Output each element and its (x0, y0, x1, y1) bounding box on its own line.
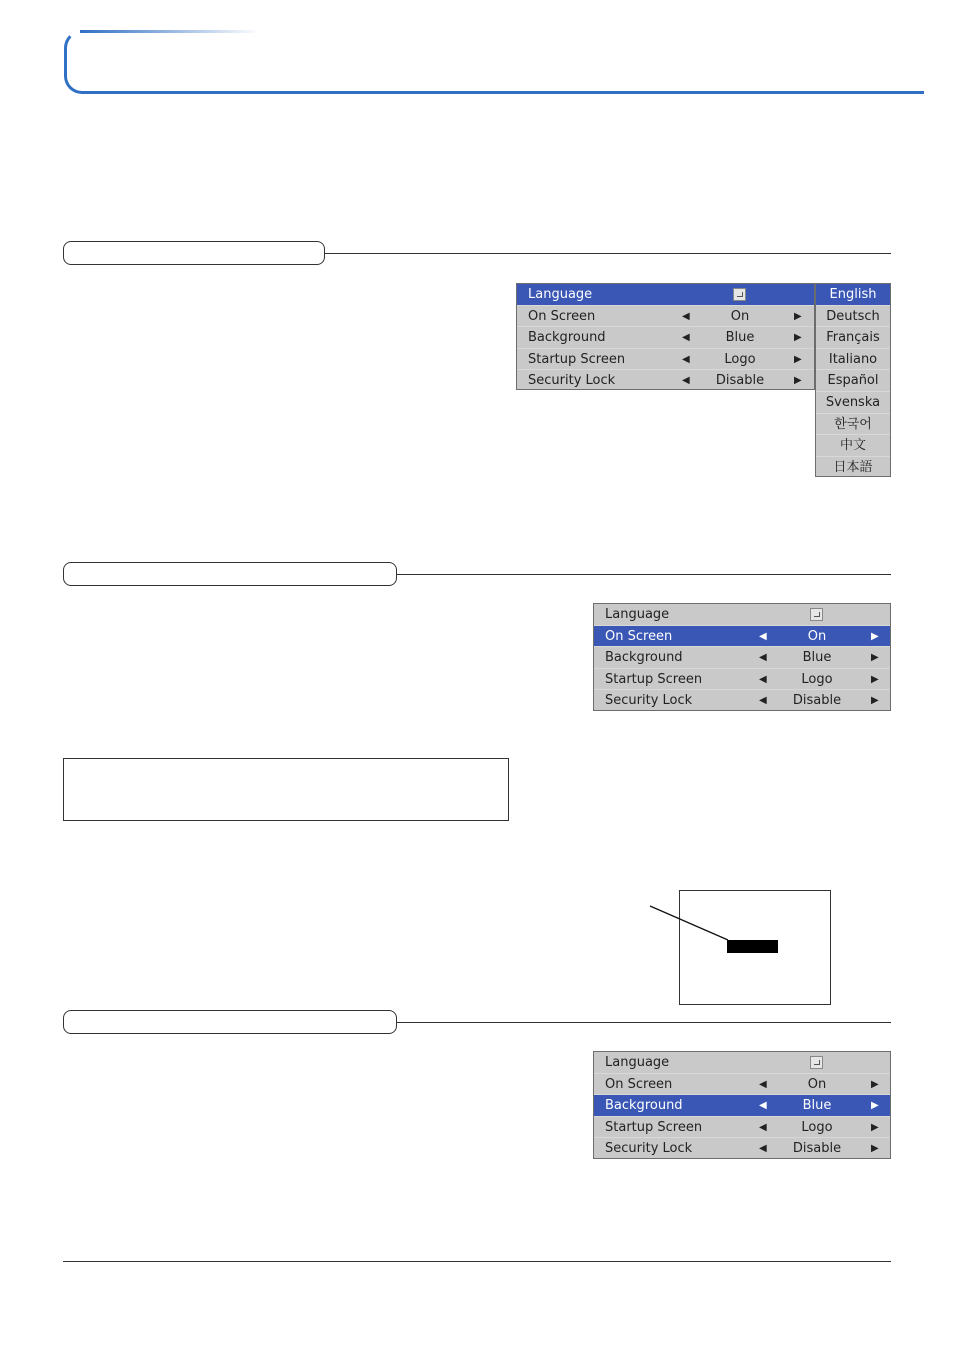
arrow-left-icon[interactable]: ◀ (759, 1143, 767, 1155)
arrow-right-icon[interactable]: ▶ (794, 353, 802, 365)
menu-label: Security Lock (605, 693, 693, 709)
menu-row-security-lock[interactable] (594, 1138, 890, 1160)
arrow-right-icon[interactable]: ▶ (871, 1121, 879, 1133)
arrow-right-icon[interactable]: ▶ (871, 695, 879, 707)
language-option-italiano[interactable]: Italiano (816, 349, 890, 371)
menu-value: Blue (725, 330, 755, 346)
menu-row-background[interactable] (594, 1095, 890, 1117)
arrow-right-icon[interactable]: ▶ (871, 1100, 879, 1112)
menu-value: Disable (792, 1141, 842, 1157)
menu-label: On Screen (605, 628, 673, 644)
language-option-svenska[interactable]: Svenska (816, 392, 890, 414)
menu-label: Startup Screen (605, 671, 703, 687)
arrow-right-icon[interactable]: ▶ (871, 1078, 879, 1090)
language-option-english[interactable]: English (816, 284, 890, 306)
section-heading-background (63, 1010, 397, 1034)
arrow-left-icon[interactable]: ◀ (759, 630, 767, 642)
arrow-right-icon[interactable]: ▶ (871, 652, 879, 664)
on-screen-display-indicator (727, 940, 778, 953)
arrow-right-icon[interactable]: ▶ (871, 673, 879, 685)
arrow-right-icon[interactable]: ▶ (794, 375, 802, 387)
menu-value: On (730, 308, 750, 324)
menu-value: On (807, 628, 827, 644)
menu-value: Logo (801, 1119, 833, 1135)
menu-label: Language (605, 1055, 670, 1070)
menu-row-security-lock[interactable] (594, 690, 890, 712)
callout-line (648, 904, 730, 942)
language-option-deutsch[interactable]: Deutsch (816, 306, 890, 328)
section-rule-on-screen (397, 574, 891, 575)
menu-value: Disable (715, 373, 765, 389)
menu-value: Logo (801, 671, 833, 687)
note-box (63, 758, 509, 821)
arrow-right-icon[interactable]: ▶ (871, 630, 879, 642)
arrow-left-icon[interactable]: ◀ (682, 353, 690, 365)
menu-row-startup-screen[interactable] (517, 349, 814, 371)
language-option-chinese[interactable]: 中文 (816, 435, 890, 457)
arrow-left-icon[interactable]: ◀ (682, 332, 690, 344)
enter-icon (810, 1056, 823, 1069)
language-option-japanese[interactable]: 日本語 (833, 459, 873, 475)
section-rule-background (397, 1022, 891, 1023)
page-title-frame (64, 30, 924, 94)
section-rule-language (325, 253, 891, 254)
menu-row-startup-screen[interactable] (594, 669, 890, 691)
menu-value: On (807, 1076, 827, 1092)
osd-menu-language (516, 283, 815, 390)
arrow-left-icon[interactable]: ◀ (682, 310, 690, 322)
menu-label: On Screen (528, 308, 596, 324)
menu-label: Startup Screen (605, 1119, 703, 1135)
osd-menu-on-screen (593, 603, 891, 711)
menu-value: Blue (802, 1098, 832, 1114)
language-option-espanol[interactable]: Español (816, 370, 890, 392)
arrow-left-icon[interactable]: ◀ (759, 1078, 767, 1090)
section-heading-on-screen (63, 562, 397, 586)
menu-label: Startup Screen (528, 351, 626, 367)
arrow-left-icon[interactable]: ◀ (759, 695, 767, 707)
language-option-francais[interactable]: Français (816, 327, 890, 349)
osd-menu-background (593, 1051, 891, 1159)
menu-label: On Screen (605, 1076, 673, 1092)
menu-row-security-lock[interactable] (517, 370, 814, 392)
arrow-right-icon[interactable]: ▶ (794, 310, 802, 322)
language-option-korean[interactable]: 한국어 (816, 414, 890, 436)
arrow-left-icon[interactable]: ◀ (759, 1121, 767, 1133)
menu-value: Disable (792, 693, 842, 709)
page-title-accent (80, 30, 260, 33)
menu-row-language[interactable] (594, 1052, 890, 1074)
menu-label: Security Lock (605, 1141, 693, 1157)
arrow-left-icon[interactable]: ◀ (759, 1100, 767, 1112)
menu-label: Background (528, 330, 606, 346)
arrow-right-icon[interactable]: ▶ (794, 332, 802, 344)
arrow-right-icon[interactable]: ▶ (871, 1143, 879, 1155)
menu-row-on-screen[interactable] (517, 306, 814, 328)
menu-row-on-screen[interactable] (594, 626, 890, 648)
menu-row-background[interactable] (594, 647, 890, 669)
arrow-left-icon[interactable]: ◀ (759, 673, 767, 685)
footer-rule (63, 1261, 891, 1262)
arrow-left-icon[interactable]: ◀ (759, 652, 767, 664)
menu-value: Logo (724, 351, 756, 367)
menu-row-background[interactable] (517, 327, 814, 349)
menu-label: Background (605, 650, 683, 666)
menu-row-language[interactable] (594, 604, 890, 626)
arrow-left-icon[interactable]: ◀ (682, 375, 690, 387)
menu-label: Language (528, 287, 593, 302)
menu-label: Background (605, 1098, 683, 1114)
menu-value: Blue (802, 650, 832, 666)
menu-label: Language (605, 607, 670, 622)
section-heading-language (63, 241, 325, 265)
menu-label: Security Lock (528, 373, 616, 389)
menu-row-language[interactable] (517, 284, 814, 306)
menu-row-startup-screen[interactable] (594, 1117, 890, 1139)
menu-row-on-screen[interactable] (594, 1074, 890, 1096)
language-list (815, 283, 891, 477)
enter-icon (810, 608, 823, 621)
enter-icon (733, 288, 746, 301)
